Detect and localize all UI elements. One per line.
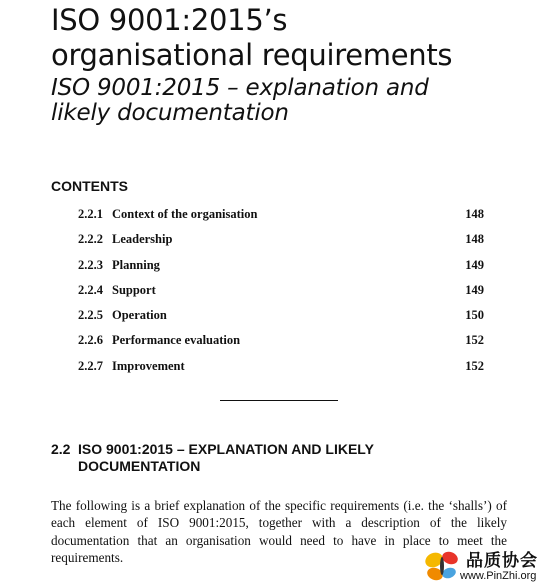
toc-entry-title: [78, 205, 257, 230]
toc-entry-label: Operation: [112, 308, 167, 323]
table-of-contents: [78, 205, 484, 382]
toc-entry[interactable]: [78, 230, 484, 255]
toc-entry-number: 2.2.7: [78, 358, 103, 373]
toc-entry-page: 149: [465, 257, 484, 272]
chapter-title-line-1: ISO 9001:2015’s: [51, 3, 288, 37]
toc-entry-number: 2.2.1: [78, 207, 103, 221]
toc-entry-number: 2.2.3: [78, 257, 103, 272]
chapter-title: [51, 3, 452, 73]
chapter-subtitle-line-1: ISO 9001:2015 – explanation and: [51, 75, 429, 101]
toc-entry[interactable]: [78, 357, 484, 382]
toc-entry-title: [78, 281, 156, 306]
toc-entry-page: 148: [465, 232, 484, 247]
toc-entry-label: Improvement: [112, 358, 185, 373]
toc-entry-title: [78, 331, 240, 356]
toc-entry[interactable]: [78, 205, 484, 230]
toc-entry-page: 149: [465, 282, 484, 297]
watermark: [424, 546, 546, 586]
chapter-subtitle-line-2: likely documentation: [51, 100, 289, 126]
toc-entry-label: Support: [112, 282, 156, 297]
toc-entry-label: Performance evaluation: [112, 333, 241, 348]
section-body-paragraph: The following is a brief explanation of the specific requirements (i.e. the ‘shalls’) of each element of ISO 9001:2015, together with a description of the likely documentation that an organisation would need to have in place to meet the requirements.: [51, 498, 507, 565]
toc-entry[interactable]: [78, 281, 484, 306]
toc-entry-number: 2.2.6: [78, 333, 103, 348]
toc-entry-label: Leadership: [112, 232, 173, 247]
toc-entry[interactable]: [78, 256, 484, 281]
toc-entry-page: 152: [465, 333, 484, 348]
chapter-subtitle: [51, 76, 429, 126]
toc-entry[interactable]: [78, 306, 484, 331]
toc-entry[interactable]: [78, 331, 484, 356]
watermark-name: 品质协会: [466, 551, 538, 571]
section-number: 2.2: [51, 441, 71, 457]
toc-entry-page: 152: [465, 358, 484, 373]
section-title: ISO 9001:2015 – EXPLANATION AND LIKELY DOCUMENTATION: [78, 441, 374, 474]
watermark-url: www.PinZhi.org: [460, 570, 537, 582]
toc-entry-title: [78, 256, 160, 281]
toc-entry-title: [78, 357, 185, 382]
toc-entry-page: 150: [465, 308, 484, 323]
butterfly-logo-icon: [424, 548, 462, 584]
toc-entry-number: 2.2.5: [78, 308, 103, 323]
toc-entry-title: [78, 306, 167, 331]
toc-entry-number: 2.2.4: [78, 282, 103, 297]
toc-entry-title: [78, 230, 172, 255]
contents-heading: CONTENTS: [51, 178, 128, 194]
toc-entry-number: 2.2.2: [78, 232, 103, 247]
toc-entry-label: Context of the organisation: [112, 207, 258, 221]
chapter-title-line-2: organisational requirements: [51, 38, 453, 72]
toc-entry-page: 148: [465, 207, 484, 221]
section-heading: [51, 441, 431, 475]
toc-entry-label: Planning: [112, 257, 160, 272]
section-divider: [220, 400, 338, 401]
